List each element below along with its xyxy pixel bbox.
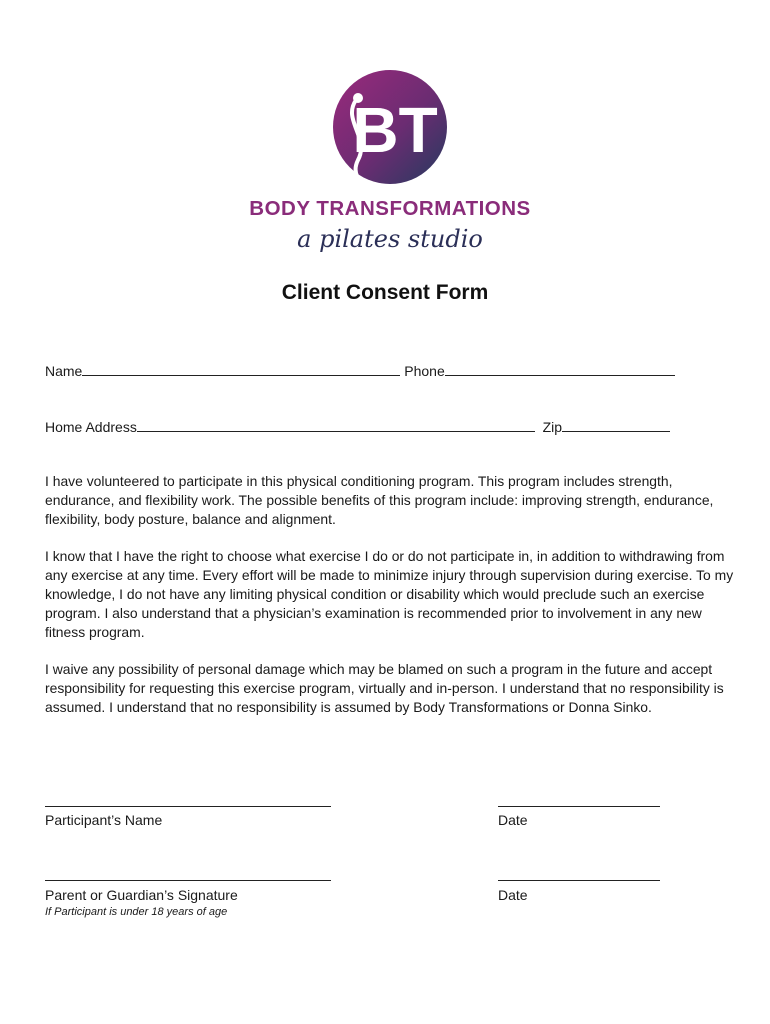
address-label: Home Address: [45, 419, 137, 435]
paragraph-program: I have volunteered to participate in this physical conditioning program. This program includes strength, endurance, and flexibility work. The possible benefits of this program include: improving strength, endurance, flexibility, body posture, balance and alignment.: [45, 473, 714, 527]
zip-label: Zip: [542, 419, 563, 435]
guardian-signature-label: Parent or Guardian’s Signature: [45, 887, 238, 903]
logo-graphic: [230, 60, 550, 260]
date-label-1: Date: [498, 812, 528, 828]
logo-monogram: BT: [352, 94, 438, 166]
zip-field[interactable]: [562, 417, 670, 432]
phone-field[interactable]: [445, 361, 675, 376]
paragraph-rights: I know that I have the right to choose what exercise I do or do not participate in, in addition to withdrawing from any exercise at any time. Every effort will be made to minimize injury through supervision during exercise. To my knowledge, I do not have any limiting physical condition or disability which would preclude such an exercise program. I also understand that a physician’s examination is recommended prior to involvement in any new fitness program.: [45, 548, 734, 640]
paragraph-waiver: I waive any possibility of personal damage which may be blamed on such a program in the future and accept responsibility for requesting this exercise program, virtually and in-person. I understand that no responsibility is assumed. I understand that no responsibility is assumed by Body Transformations or Donna Sinko.: [45, 661, 724, 715]
guardian-signature-line[interactable]: [45, 880, 331, 881]
phone-label: Phone: [404, 363, 445, 379]
guardian-note: If Participant is under 18 years of age: [45, 906, 228, 918]
date-line-1[interactable]: [498, 806, 660, 807]
participant-name-line[interactable]: [45, 806, 331, 807]
studio-logo: [230, 60, 550, 260]
date-label-2: Date: [498, 887, 528, 903]
logo-brand-name: BODY TRANSFORMATIONS: [249, 197, 531, 220]
name-label: Name: [45, 363, 83, 379]
name-field[interactable]: [82, 361, 400, 376]
address-field[interactable]: [137, 417, 535, 432]
address-zip-row: [45, 417, 670, 435]
logo-tagline: a pilates studio: [297, 225, 483, 253]
participant-name-label: Participant’s Name: [45, 812, 163, 828]
form-title: Client Consent Form: [281, 281, 489, 304]
name-phone-row: [45, 361, 675, 379]
date-line-2[interactable]: [498, 880, 660, 881]
